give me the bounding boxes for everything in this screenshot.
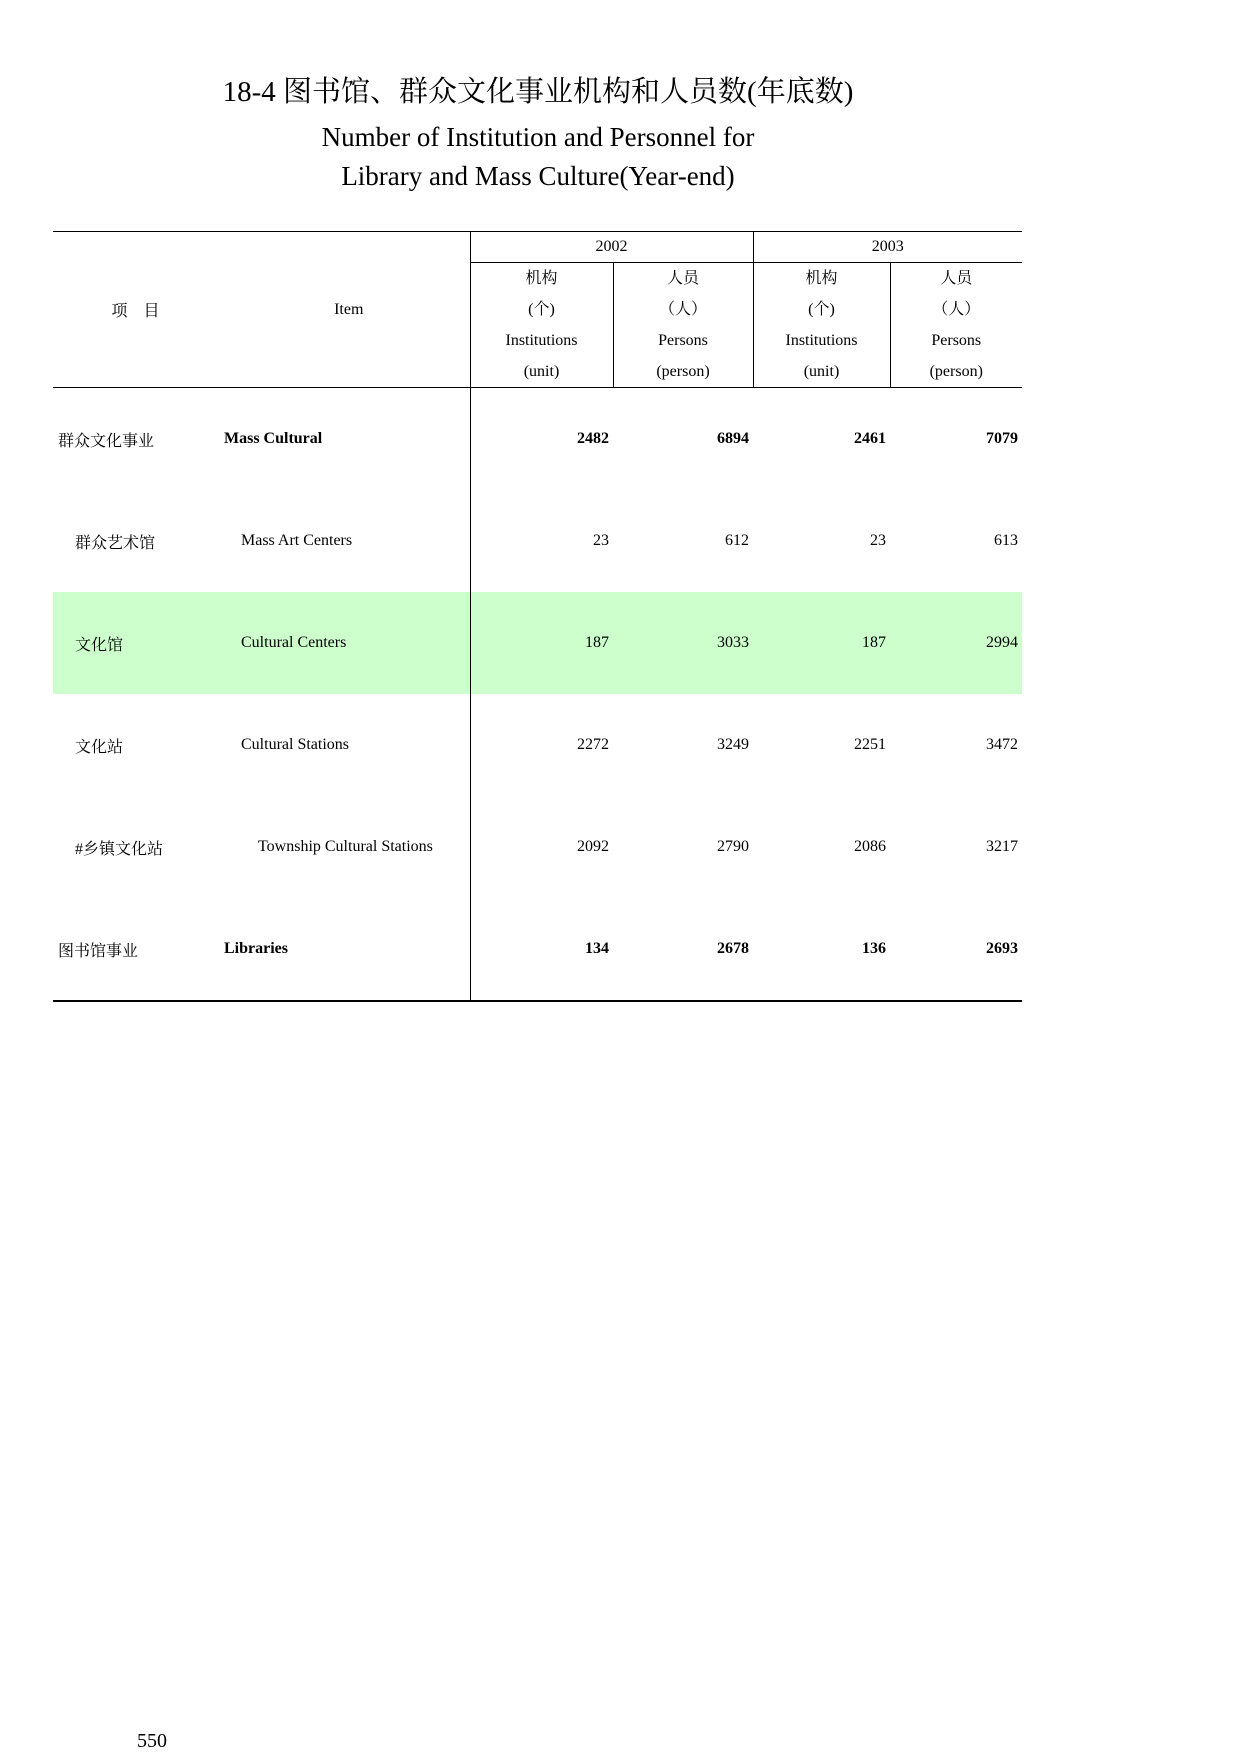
table-cell: 2092 xyxy=(470,796,613,898)
header-col-cn: 人员 xyxy=(613,263,753,295)
table-row-libraries xyxy=(53,898,1022,1001)
table-title-en-line1: Number of Institution and Personnel for xyxy=(321,122,755,152)
header-col-en: Persons xyxy=(890,325,1022,356)
table-cell: 2251 xyxy=(854,736,886,753)
table-title-en xyxy=(0,118,1076,196)
header-col-unit-en: (unit) xyxy=(753,356,890,388)
header-col-unit-cn: （人） xyxy=(890,294,1022,325)
table-cell: 3217 xyxy=(986,838,1018,855)
header-col-cn: 机构 xyxy=(470,263,613,295)
row-label-cn: 图书馆事业 xyxy=(53,898,218,1001)
header-col-en: Institutions xyxy=(753,325,890,356)
row-label-en: Cultural Centers xyxy=(218,592,470,694)
header-item-cn: 项 目 xyxy=(53,232,218,388)
header-col-en: Persons xyxy=(613,325,753,356)
row-label-cn: 群众文化事业 xyxy=(58,432,155,450)
row-label-en: Mass Art Centers xyxy=(241,532,353,549)
table-cell: 3472 xyxy=(986,736,1018,753)
header-col-unit-en: (person) xyxy=(613,356,753,388)
header-col-cn: 机构 xyxy=(753,263,890,295)
table-row-cultural-centers xyxy=(53,592,1022,694)
row-label-cn: 文化馆 xyxy=(53,592,218,694)
data-table xyxy=(53,231,1022,1002)
table-cell: 136 xyxy=(753,898,890,1001)
table-cell: 23 xyxy=(870,532,886,549)
page-number: 550 xyxy=(137,1730,167,1752)
header-row-years xyxy=(53,232,1022,263)
row-label-en: Mass Cultural xyxy=(224,430,323,447)
table-cell: 7079 xyxy=(986,430,1018,447)
table-cell: 6894 xyxy=(717,430,749,447)
header-col-en: Institutions xyxy=(470,325,613,356)
header-col-cn: 人员 xyxy=(890,263,1022,295)
row-label-cn: 文化站 xyxy=(75,738,124,756)
row-label-en: Libraries xyxy=(218,898,470,1001)
table-row-cultural-stations xyxy=(53,694,1022,796)
table-title-cn: 18-4 图书馆、群众文化事业机构和人员数(年底数) xyxy=(222,76,854,108)
header-col-unit-cn: (个) xyxy=(470,294,613,325)
table-cell: 2461 xyxy=(854,430,886,447)
row-label-cn: 群众艺术馆 xyxy=(75,534,156,552)
header-year-2003: 2003 xyxy=(753,232,1022,263)
table-cell: 613 xyxy=(994,532,1018,549)
table-cell: 2693 xyxy=(890,898,1022,1001)
table-cell: 3249 xyxy=(717,736,749,753)
header-col-unit-en: (unit) xyxy=(470,356,613,388)
table-cell: 2994 xyxy=(890,592,1022,694)
table-cell: 2482 xyxy=(470,388,613,491)
row-label-en: Township Cultural Stations xyxy=(258,838,433,855)
table-cell: 134 xyxy=(470,898,613,1001)
table-row-township-cultural-stations xyxy=(53,796,1022,898)
table-cell: 23 xyxy=(470,490,613,592)
table-cell: 3033 xyxy=(613,592,753,694)
table-cell: 612 xyxy=(725,532,749,549)
table-cell: 2790 xyxy=(717,838,749,855)
table-cell: 2678 xyxy=(613,898,753,1001)
table-cell: 2086 xyxy=(854,838,886,855)
header-year-2002: 2002 xyxy=(470,232,753,263)
row-label-en: Cultural Stations xyxy=(241,736,349,753)
table-cell: 187 xyxy=(470,592,613,694)
table-cell: 187 xyxy=(753,592,890,694)
header-col-unit-cn: (个) xyxy=(753,294,890,325)
header-item-en: Item xyxy=(218,232,470,388)
header-col-unit-en: (person) xyxy=(890,356,1022,388)
table-cell: 2272 xyxy=(470,694,613,796)
header-col-unit-cn: （人） xyxy=(613,294,753,325)
table-row-mass-art-centers xyxy=(53,490,1022,592)
table-row-mass-cultural xyxy=(53,388,1022,491)
row-label-cn: #乡镇文化站 xyxy=(75,840,164,858)
table-title-en-line2: Library and Mass Culture(Year-end) xyxy=(341,161,735,191)
